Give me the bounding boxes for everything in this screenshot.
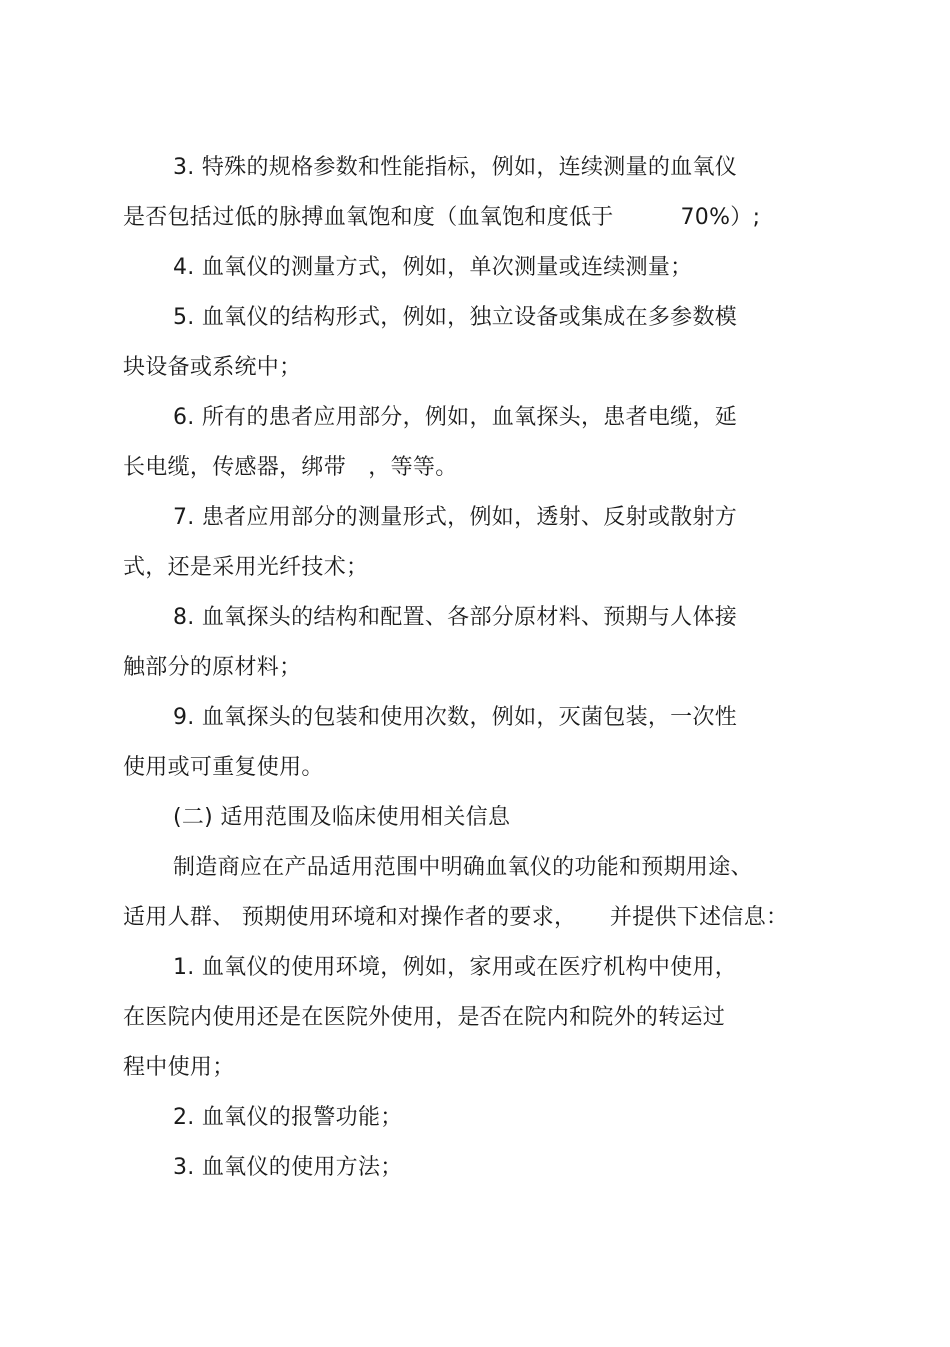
text-line: 在医院内使用还是在医院外使用，是否在院内和院外的转运过 xyxy=(123,1005,726,1030)
text-line: 式，还是采用光纤技术； xyxy=(123,555,369,580)
text-line: 9. 血氧探头的包装和使用次数，例如，灭菌包装，一次性 xyxy=(173,705,738,730)
text-line: 2. 血氧仪的报警功能； xyxy=(173,1105,403,1130)
text-line: 长电缆，传感器，绑带 ，等等。 xyxy=(123,455,458,480)
text-line: 3. 特殊的规格参数和性能指标，例如，连续测量的血氧仪 xyxy=(173,155,738,180)
text-line: 8. 血氧探头的结构和配置、各部分原材料、预期与人体接 xyxy=(173,605,738,630)
text-line: 7. 患者应用部分的测量形式，例如，透射、反射或散射方 xyxy=(173,505,738,530)
text-line: 使用或可重复使用。 xyxy=(123,755,324,780)
text-line: 4. 血氧仪的测量方式，例如，单次测量或连续测量； xyxy=(173,255,693,280)
text-line: 适用人群、 预期使用环境和对操作者的要求， 并提供下述信息： xyxy=(123,905,789,930)
section-heading: (二) 适用范围及临床使用相关信息 xyxy=(173,805,511,830)
text-line: 6. 所有的患者应用部分，例如，血氧探头，患者电缆，延 xyxy=(173,405,738,430)
text-line: 块设备或系统中； xyxy=(123,355,302,380)
text-line: 触部分的原材料； xyxy=(123,655,302,680)
text-line: 1. 血氧仪的使用环境，例如，家用或在医疗机构中使用， xyxy=(173,955,738,980)
text-line: 制造商应在产品适用范围中明确血氧仪的功能和预期用途、 xyxy=(173,855,753,880)
text-line: 3. 血氧仪的使用方法； xyxy=(173,1155,403,1180)
text-line: 是否包括过低的脉搏血氧饱和度（血氧饱和度低于 70%）; xyxy=(123,205,761,230)
text-line: 5. 血氧仪的结构形式，例如，独立设备或集成在多参数模 xyxy=(173,305,738,330)
text-line: 程中使用； xyxy=(123,1055,235,1080)
